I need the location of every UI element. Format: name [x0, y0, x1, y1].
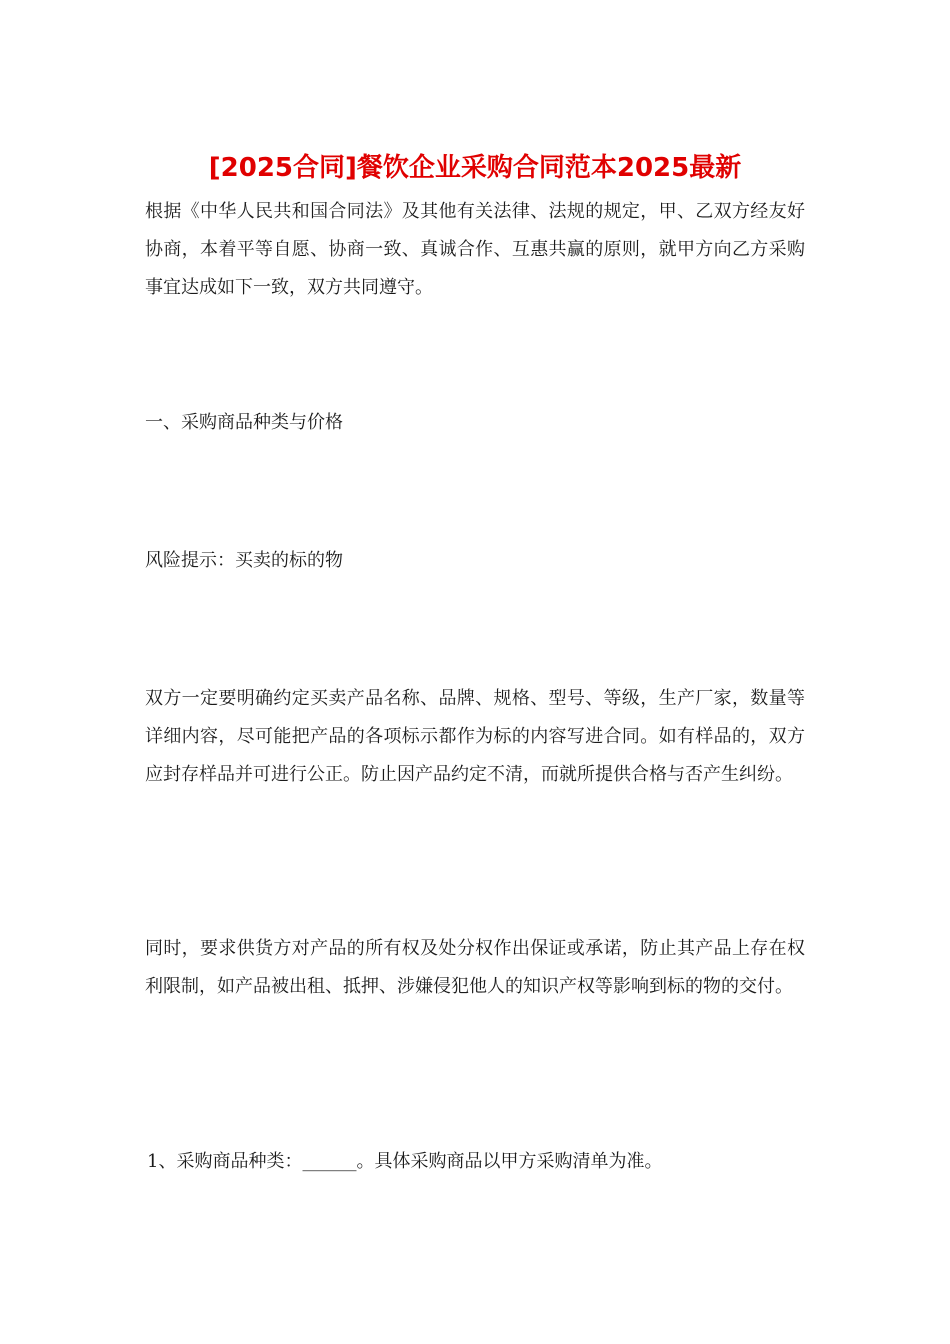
ownership-paragraph: 同时，要求供货方对产品的所有权及处分权作出保证或承诺，防止其产品上存在权利限制，如产品被出租、抵押、涉嫌侵犯他人的知识产权等影响到标的物的交付。	[145, 938, 805, 997]
intro-paragraph: 根据《中华人民共和国合同法》及其他有关法律、法规的规定，甲、乙双方经友好协商，本着平等自愿、协商一致、真诚合作、互惠共赢的原则，就甲方向乙方采购事宜达成如下一致，双方共同遵守。	[145, 201, 805, 298]
document-title: [2025合同]餐饮企业采购合同范本2025最新	[208, 153, 742, 183]
risk-tip: 风险提示：买卖的标的物	[145, 550, 343, 571]
clarification-paragraph: 双方一定要明确约定买卖产品名称、品牌、规格、型号、等级，生产厂家，数量等详细内容，尽可能把产品的各项标示都作为标的内容写进合同。如有样品的，双方应封存样品并可进行公正。防止因产品约定不清，而就所提供合格与否产生纠纷。	[145, 688, 805, 785]
clause-item-1: 1、采购商品种类：______。具体采购商品以甲方采购清单为准。	[147, 1151, 663, 1172]
section-heading: 一、采购商品种类与价格	[145, 412, 343, 433]
